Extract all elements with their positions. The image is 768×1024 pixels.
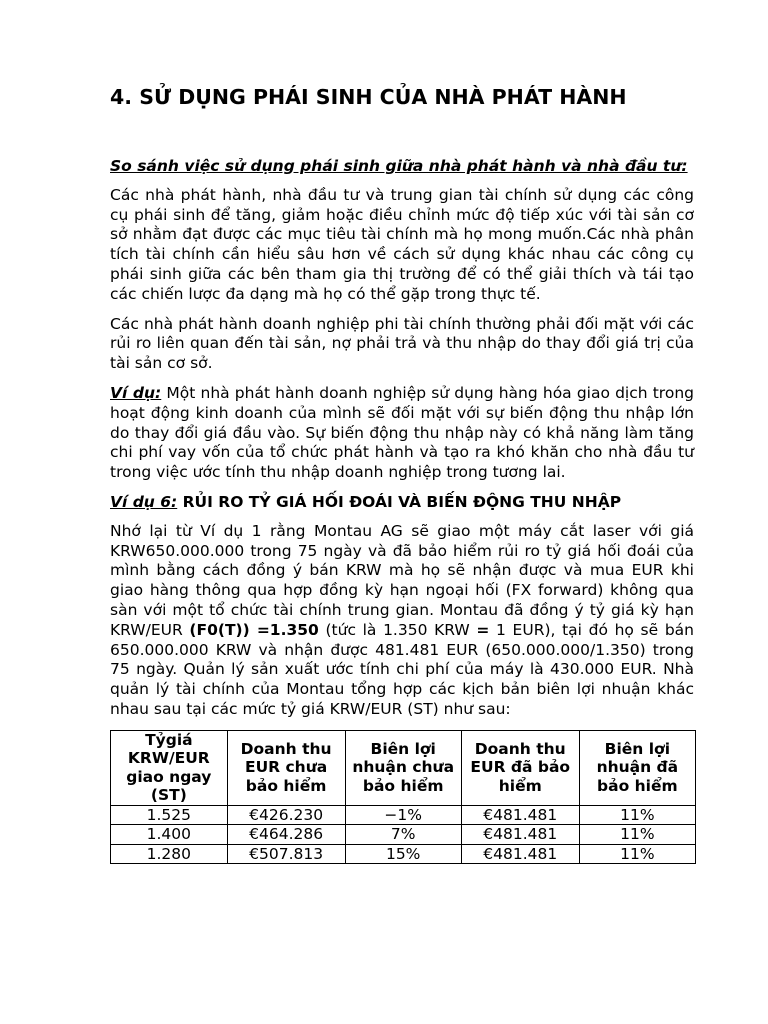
cell: €481.481 xyxy=(461,805,579,825)
cell: 11% xyxy=(579,825,695,845)
cell: 11% xyxy=(579,844,695,864)
header-spot-rate: Tỷgiá KRW/EUR giao ngay (ST) xyxy=(111,730,228,805)
example-text: Một nhà phát hành doanh nghiệp sử dụng hàng hóa giao dịch trong hoạt động kinh doanh của mình sẽ đối mặt với sự biến động thu nhập lớn do thay đổi giá đầu vào. Sự biến động thu nhập này có khả năng làm tăng chi phí vay vốn của tổ chức phát hành và tạo ra khó khăn cho nhà đầu tư trong việc ước tính thu nhập doanh nghiệp trong tương lai. xyxy=(110,383,694,482)
cell: €426.230 xyxy=(227,805,345,825)
document-page xyxy=(110,84,694,864)
header-unhedged-revenue: Doanh thu EUR chưa bảo hiểm xyxy=(227,730,345,805)
example-6-heading xyxy=(110,493,694,513)
subheading: So sánh việc sử dụng phái sinh giữa nhà phát hành và nhà đầu tư: xyxy=(110,157,688,175)
example-6-title: RỦI RO TỶ GIÁ HỐI ĐOÁI VÀ BIẾN ĐỘNG THU NHẬP xyxy=(177,492,622,511)
paragraph-intro: Các nhà phát hành, nhà đầu tư và trung gian tài chính sử dụng các công cụ phái sinh để tăng, giảm hoặc điều chỉnh mức độ tiếp xúc với tài sản cơ sở nhằm đạt được các mục tiêu tài chính mà họ mong muốn.Các nhà phân tích tài chính cần hiểu sâu hơn về cách sử dụng khác nhau các công cụ phái sinh giữa các bên tham gia thị trường để có thể giải thích và tái tạo các chiến lược đa dạng mà họ có thể gặp trong thực tế. xyxy=(110,185,694,303)
example-lead: Ví dụ: xyxy=(110,383,162,402)
montau-text-a: Nhớ lại từ Ví dụ 1 rằng Montau AG sẽ giao một máy cắt laser với giá KRW650.000.000 trong 75 ngày và đã bảo hiểm rủi ro tỷ giá hối đoái của mình bằng cách đồng ý bán KRW mà họ sẽ nhận được và mua EUR khi giao hàng thông qua hợp đồng kỳ hạn ngoại hối (FX forward) không qua sàn với một tổ chức tài chính trung gian. Montau đã đồng ý tỷ giá kỳ hạn KRW/EUR xyxy=(110,521,694,639)
header-hedged-revenue: Doanh thu EUR đã bảo hiểm xyxy=(461,730,579,805)
montau-text-c: 1 EUR), tại đó họ sẽ bán 650.000.000 KRW và nhận được 481.481 EUR (650.000.000/1.350) trong 75 ngày. Quản lý sản xuất ước tính chi phí của máy là 430.000 EUR. Nhà quản lý tài chính của Montau tổng hợp các kịch bản biên lợi nhuận khác nhau sau tại các mức tỷ giá KRW/EUR (ST) như sau: xyxy=(110,620,694,718)
cell: €464.286 xyxy=(227,825,345,845)
header-hedged-margin: Biên lợi nhuận đã bảo hiểm xyxy=(579,730,695,805)
cell: €481.481 xyxy=(461,825,579,845)
cell: −1% xyxy=(345,805,461,825)
paragraph-montau xyxy=(110,522,694,720)
cell: €507.813 xyxy=(227,844,345,864)
example-6-tag: Ví dụ 6: xyxy=(110,492,178,511)
cell: €481.481 xyxy=(461,844,579,864)
cell: 7% xyxy=(345,825,461,845)
margin-scenarios-table xyxy=(110,730,696,865)
cell: 1.525 xyxy=(111,805,228,825)
table-header-row xyxy=(111,730,696,805)
section-title: 4. SỬ DỤNG PHÁI SINH CỦA NHÀ PHÁT HÀNH xyxy=(110,85,627,109)
forward-rate: (F0(T)) =1.350 xyxy=(189,620,319,639)
equals-sign: = xyxy=(476,620,490,639)
cell: 1.400 xyxy=(111,825,228,845)
paragraph-example xyxy=(110,384,694,483)
cell: 15% xyxy=(345,844,461,864)
table-row xyxy=(111,844,696,864)
montau-text-b: (tức là 1.350 KRW xyxy=(318,620,477,639)
table-row xyxy=(111,805,696,825)
cell: 11% xyxy=(579,805,695,825)
header-unhedged-margin: Biên lợi nhuận chưa bảo hiểm xyxy=(345,730,461,805)
paragraph-issuers: Các nhà phát hành doanh nghiệp phi tài chính thường phải đối mặt với các rủi ro liên quan đến tài sản, nợ phải trả và thu nhập do thay đổi giá trị của tài sản cơ sở. xyxy=(110,314,694,373)
table-row xyxy=(111,825,696,845)
cell: 1.280 xyxy=(111,844,228,864)
